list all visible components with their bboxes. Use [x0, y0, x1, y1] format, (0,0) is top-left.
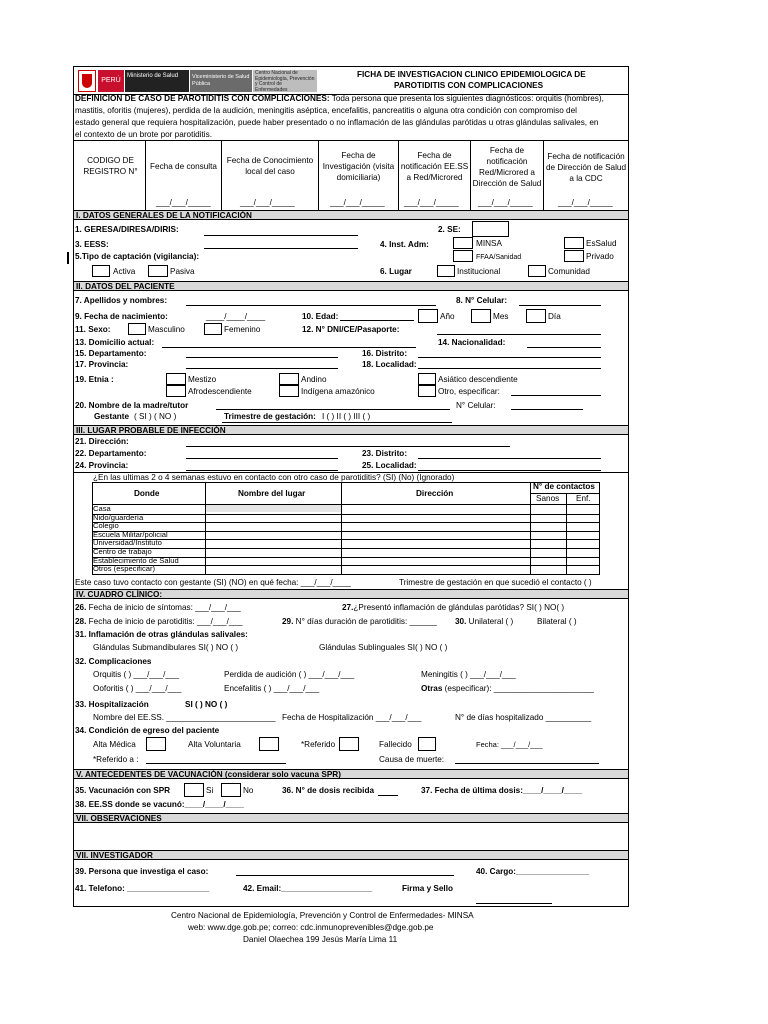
col-notif-eess: Fecha de notificación EE.SS a Red/Microred [400, 150, 469, 182]
nacionalidad-field[interactable] [527, 347, 601, 348]
domicilio-field[interactable] [162, 347, 416, 348]
localidad3-label: 25. Localidad: [362, 461, 417, 470]
otro-etnia-field[interactable] [511, 395, 601, 396]
viceministerio-label: Viceministerio de Salud Pública [190, 70, 252, 92]
date-investigacion[interactable]: ___/___/_____ [330, 198, 385, 207]
contact-question: ¿En las ultimas 2 o 4 semanas estuvo en contacto con otro caso de parotiditis? (SI) (No) (Ignorado) [93, 473, 455, 482]
gestante-contact[interactable]: Este caso tuvo contacto con gestante (SI) (NO) en qué fecha: ___/___/____ [75, 578, 351, 587]
distrito-label: 16. Distrito: [362, 349, 408, 358]
masculino-label: Masculino [148, 325, 185, 334]
eess-hosp-field[interactable]: Nombre del EE.SS. ________________________ [93, 713, 276, 722]
causa-muerte-field[interactable] [455, 763, 599, 764]
localidad3-field[interactable] [418, 470, 601, 471]
andino-checkbox[interactable] [279, 373, 299, 385]
se-label: 2. SE: [438, 225, 461, 234]
provincia3-field[interactable] [186, 470, 338, 471]
margin-mark [67, 252, 69, 264]
fecha-hosp-field[interactable]: Fecha de Hospitalización ___/___/___ [282, 713, 422, 722]
fnac-label: 9. Fecha de nacimiento: [75, 312, 168, 321]
eess-field[interactable] [204, 248, 358, 249]
anio-label: Año [440, 312, 455, 321]
dni-field[interactable] [437, 334, 601, 335]
section-datos-paciente: II. DATOS DEL PACIENTE [74, 281, 628, 291]
gerasa-label: 1. GERESA/DIRESA/DIRIS: [75, 225, 179, 234]
f28-num: 28. [75, 617, 87, 626]
table-row-divider [92, 514, 600, 515]
se-field[interactable] [472, 221, 509, 237]
tipo-captacion-label: 5.Tipo de captación (vigilancia): [75, 252, 200, 261]
col-contactos: N° de contactos [533, 482, 595, 491]
comunidad-label: Comunidad [548, 267, 590, 276]
fnac-field[interactable]: ____/____/____ [206, 312, 266, 321]
domicilio-label: 13. Domicilio actual: [75, 338, 155, 347]
table-row: Nido/guardería [93, 512, 144, 522]
asiatico-label: Asiático descendiente [438, 375, 518, 384]
form-title-line1: FICHA DE INVESTIGACION CLINICO EPIDEMIOLOGICA DE [357, 70, 586, 79]
table-row: Casa [93, 504, 111, 513]
alta-voluntaria-checkbox[interactable] [259, 737, 279, 751]
f34-label: 34. Condición de egreso del paciente [75, 726, 220, 735]
femenino-label: Femenino [224, 325, 261, 334]
masculino-checkbox[interactable] [128, 323, 146, 335]
referido-label: *Referido [301, 740, 336, 749]
table-row: Escuela Militar/policial [93, 529, 168, 539]
dosis-field[interactable] [378, 795, 398, 796]
audicion-option[interactable]: Perdida de audición ( ) ___/___/___ [224, 670, 355, 679]
ministerio-label: Ministerio de Salud [125, 70, 189, 92]
madre-celular-field[interactable] [511, 409, 583, 410]
departamento3-label: 22. Departamento: [75, 449, 147, 458]
trimestre-label: Trimestre de gestación: [224, 412, 316, 421]
celular-label: 8. N° Celular: [456, 296, 508, 305]
f27-num: 27. [342, 603, 354, 612]
essalud-checkbox[interactable] [564, 237, 584, 249]
mestizo-checkbox[interactable] [166, 373, 186, 385]
col-consulta: Fecha de consulta [150, 161, 217, 171]
pasiva-label: Pasiva [170, 267, 195, 276]
provincia-field[interactable] [186, 368, 338, 369]
referido-a-label: *Referido a : [93, 755, 139, 764]
causa-muerte-label: Causa de muerte: [379, 755, 445, 764]
definition-line1 [75, 94, 604, 104]
localidad-field[interactable] [418, 368, 601, 369]
essalud-label: EsSalud [586, 239, 617, 248]
bilateral-option[interactable]: Bilateral ( ) [537, 617, 577, 626]
f30-row[interactable] [455, 617, 513, 627]
mestizo-label: Mestizo [188, 375, 217, 384]
comunidad-checkbox[interactable] [528, 265, 546, 277]
privado-checkbox[interactable] [564, 250, 584, 262]
peru-label: PERÚ [98, 70, 124, 92]
f32-label: 32. Complicaciones [75, 657, 152, 666]
distrito3-label: 23. Distrito: [362, 449, 408, 458]
table-row: Colegio [93, 521, 119, 531]
footer-line1: Centro Nacional de Epidemiología, Prevención y Control de Enfermedades- MINSA [171, 911, 474, 920]
table-row: Universidad/Instituto [93, 538, 162, 548]
f35-label: 35. Vacunación con SPR [75, 786, 171, 795]
col-donde: Donde [134, 489, 160, 498]
indigena-checkbox[interactable] [279, 385, 299, 397]
direccion-label: 21. Dirección: [75, 437, 129, 446]
table-row-divider [92, 539, 600, 540]
sublinguales-option[interactable]: Glándulas Sublinguales SI( ) NO ( ) [319, 643, 448, 652]
table-row-divider [92, 522, 600, 523]
date-conocimiento[interactable]: ___/___/_____ [240, 198, 295, 207]
submandibulares-option[interactable]: Glándulas Submandibulares SI( ) NO ( ) [93, 643, 239, 652]
table-row: Otros (especificar) [93, 564, 156, 574]
gestante-trimestre[interactable]: Trimestre de gestación en que sucedió el contacto ( ) [399, 578, 592, 587]
col-direccion: Dirección [416, 489, 454, 498]
encefalitis-option[interactable]: Encefalitis ( ) ___/___/___ [224, 684, 320, 693]
gestante-label: Gestante [94, 412, 130, 421]
otras-option[interactable] [421, 684, 594, 694]
definition-line2: mastitis, oforitis (mujeres), perdida de la audición, meningitis aséptica, encefalitis, pancreatitis o alguna otra condición con compromiso del [75, 106, 577, 115]
f29-text: N° días duración de parotiditis: ______ [293, 617, 437, 626]
celular-field[interactable] [519, 305, 601, 306]
trimestre-options[interactable]: I ( ) II ( ) III ( ) [322, 412, 371, 421]
f29-row[interactable] [282, 617, 437, 627]
otras-text: (especificar): ______________________ [442, 684, 594, 693]
anio-checkbox[interactable] [418, 309, 438, 323]
provincia-label: 17. Provincia: [75, 360, 129, 369]
date-consulta[interactable]: ___/___/_____ [156, 198, 211, 207]
direccion-field[interactable] [186, 446, 510, 447]
referido-checkbox[interactable] [339, 737, 359, 751]
oforitis-option[interactable]: Ooforitis ( ) ___/___/___ [93, 684, 182, 693]
f26-text: Fecha de inicio de síntomas: ___/___/___ [86, 603, 241, 612]
definition-label: DEFINICION DE CASO DE PAROTIDITIS CON COMPLICACIONES: [75, 94, 330, 103]
otras-label: Otras [421, 684, 443, 693]
ffaa-checkbox[interactable] [453, 250, 473, 262]
col-enf: Enf. [576, 494, 591, 503]
edad-label: 10. Edad: [302, 312, 339, 321]
definition-line4: el contexto de un brote por parotiditis. [75, 130, 212, 139]
f29-num: 29. [282, 617, 294, 626]
fallecido-checkbox[interactable] [418, 737, 436, 751]
f31-label: 31. Inflamación de otras glándulas salivales: [75, 630, 248, 639]
departamento-label: 15. Departamento: [75, 349, 147, 358]
hosp-options[interactable]: SI ( ) NO ( ) [185, 700, 228, 709]
afro-label: Afrodescendiente [188, 387, 252, 396]
table-row: Centro de trabajo [93, 547, 152, 556]
meningitis-option[interactable]: Meningitis ( ) ___/___/___ [421, 670, 516, 679]
asiatico-checkbox[interactable] [418, 373, 436, 385]
col-sanos: Sanos [536, 494, 560, 503]
table-row-divider [92, 565, 600, 566]
femenino-checkbox[interactable] [204, 323, 222, 335]
investigador-field[interactable] [236, 875, 454, 876]
section-datos-generales: I. DATOS GENERALES DE LA NOTIFICACIÓN [74, 210, 628, 220]
gestante-options[interactable]: ( SI ) ( NO ) [134, 412, 177, 421]
fallecido-label: Fallecido [379, 740, 412, 749]
vacuna-si-label: Si [206, 786, 214, 795]
table-row: Establecimiento de Salud [93, 555, 179, 565]
col-notif-red: Fecha de notificación Red/Microred a Dirección de Salud [472, 146, 542, 188]
departamento-field[interactable] [186, 357, 338, 358]
table-row-divider [92, 531, 600, 532]
section-cuadro-clinico: IV. CUADRO CLÍNICO: [74, 589, 628, 599]
section-vacunacion: V. ANTECEDENTES DE VACUNACIÓN (considerar solo vacuna SPR) [74, 769, 628, 779]
firma-field[interactable] [476, 903, 552, 904]
provincia3-label: 24. Provincia: [75, 461, 129, 470]
otro-etnia-label: Otro, especificar: [438, 387, 500, 396]
form-title-line2: PAROTIDITIS CON COMPLICACIONES [394, 81, 544, 90]
f39-label: 39. Persona que investiga el caso: [75, 867, 209, 876]
centro-label: Centro Nacional de Epidemiología, Prevención y Control de Enfermedades [253, 70, 317, 92]
madre-field[interactable] [216, 409, 450, 410]
alta-medica-checkbox[interactable] [146, 737, 166, 751]
footer-line3: Daniel Olaechea 199 Jesús María Lima 11 [243, 935, 398, 944]
vacuna-si-checkbox[interactable] [184, 783, 204, 797]
alta-medica-label: Alta Médica [93, 740, 136, 749]
section-lugar-infeccion: III. LUGAR PROBABLE DE INFECCIÓN [74, 425, 628, 435]
otro-etnia-checkbox[interactable] [418, 385, 436, 397]
vacuna-no-label: No [243, 786, 254, 795]
date-notif-diresa[interactable]: ___/___/_____ [558, 198, 613, 207]
f37-field[interactable]: 37. Fecha de última dosis:____/____/____ [421, 786, 583, 795]
col-codigo: CODIGO DE REGISTRO N° [83, 156, 138, 176]
dia-label: Día [548, 312, 561, 321]
col-conocimiento: Fecha de Conocimiento local del caso [226, 156, 314, 176]
mes-checkbox[interactable] [471, 309, 491, 323]
vacuna-no-checkbox[interactable] [221, 783, 241, 797]
inst-adm-label: 4. Inst. Adm: [380, 240, 429, 249]
f42-field[interactable]: 42. Email:____________________ [243, 884, 373, 893]
f28-text: Fecha de inicio de parotiditis: ___/___/___ [86, 617, 243, 626]
minsa-label: MINSA [476, 239, 502, 248]
minsa-checkbox[interactable] [453, 237, 473, 249]
f33-label: 33. Hospitalización [75, 700, 149, 709]
section-observaciones: VII. OBSERVACIONES [74, 813, 628, 823]
lugar-label: 6. Lugar [380, 267, 412, 276]
madre-label: 20. Nombre de la madre/tutor [75, 401, 189, 410]
privado-label: Privado [586, 252, 614, 261]
eess-label: 3. EESS: [75, 240, 109, 249]
activa-label: Activa [113, 267, 136, 276]
institucional-label: Institucional [457, 267, 501, 276]
indigena-label: Indígena amazónico [301, 387, 375, 396]
departamento3-field[interactable] [186, 458, 338, 459]
f28-row[interactable] [75, 617, 243, 627]
andino-label: Andino [301, 375, 327, 384]
definition-line3: estado general que requiera hospitalización, puede haber presentado o no inflamación de las glándulas parótidas u otras glándulas salivales, en [75, 118, 599, 127]
etnia-label: 19. Etnia : [75, 375, 114, 384]
mes-label: Mes [493, 312, 509, 321]
f30-num: 30. [455, 617, 467, 626]
observaciones-area[interactable] [74, 823, 628, 849]
nacionalidad-label: 14. Nacionalidad: [438, 338, 506, 347]
edad-field[interactable] [340, 320, 414, 321]
dias-hosp-field[interactable]: N° de días hospitalizado __________ [455, 713, 592, 722]
orquitis-option[interactable]: Orquitis ( ) ___/___/___ [93, 670, 180, 679]
institucional-checkbox[interactable] [437, 265, 455, 277]
f26-num: 26. [75, 603, 87, 612]
peru-shield-icon [78, 70, 96, 92]
referido-a-field[interactable] [146, 763, 286, 764]
gerasa-field[interactable] [204, 235, 358, 236]
sexo-label: 11. Sexo: [75, 325, 111, 334]
afro-checkbox[interactable] [166, 385, 186, 397]
fecha-egreso-field[interactable]: Fecha: ___/___/___ [476, 740, 543, 749]
f41-field[interactable]: 41. Telefono: __________________ [75, 884, 210, 893]
distrito-field[interactable] [418, 357, 601, 358]
section-investigador: VII. INVESTIGADOR [74, 850, 628, 860]
activa-checkbox[interactable] [92, 265, 110, 277]
firma-label: Firma y Sello [402, 884, 453, 893]
f27-row[interactable] [342, 603, 564, 613]
col-lugar: Nombre del lugar [238, 489, 306, 498]
date-notif-red[interactable]: ___/___/_____ [478, 198, 533, 207]
col-investigacion: Fecha de Investigación (visita domiciliaria) [322, 150, 395, 182]
f27-text: ¿Presentó inflamación de glándulas parótidas? SI( ) NO( ) [353, 603, 565, 612]
ffaa-label: FFAA/Sanidad [476, 254, 522, 261]
localidad-label: 18. Localidad: [362, 360, 417, 369]
col-notif-diresa: Fecha de notificación de Dirección de Salud a la CDC [545, 151, 627, 183]
dia-checkbox[interactable] [526, 309, 546, 323]
footer-line2: web: www.dge.gob.pe; correo: cdc.inmunoprevenibles@dge.gob.pe [188, 923, 434, 932]
f26-row[interactable] [75, 603, 241, 613]
minsa-logo [76, 68, 318, 94]
alta-voluntaria-label: Alta Voluntaria [188, 740, 241, 749]
apellidos-field[interactable] [186, 305, 436, 306]
date-notif-eess[interactable]: ___/___/_____ [404, 198, 459, 207]
definition-text1: Toda persona que presenta los siguientes diagnósticos: orquitis (hombres), [329, 94, 604, 103]
f38-field[interactable]: 38. EE.SS donde se vacunó:____/____/____ [75, 800, 244, 809]
madre-celular-label: N° Celular: [456, 401, 496, 410]
f36-label: 36. N° de dosis recibida [282, 786, 375, 795]
table-row-divider [92, 557, 600, 558]
dni-label: 12. N° DNI/CE/Pasaporte: [302, 325, 400, 334]
distrito3-field[interactable] [418, 458, 601, 459]
f40-field[interactable]: 40. Cargo:________________ [476, 867, 589, 876]
table-row-divider [92, 548, 600, 549]
apellidos-label: 7. Apellidos y nombres: [75, 296, 168, 305]
pasiva-checkbox[interactable] [148, 265, 168, 277]
f30-text: Unilateral ( ) [466, 617, 514, 626]
